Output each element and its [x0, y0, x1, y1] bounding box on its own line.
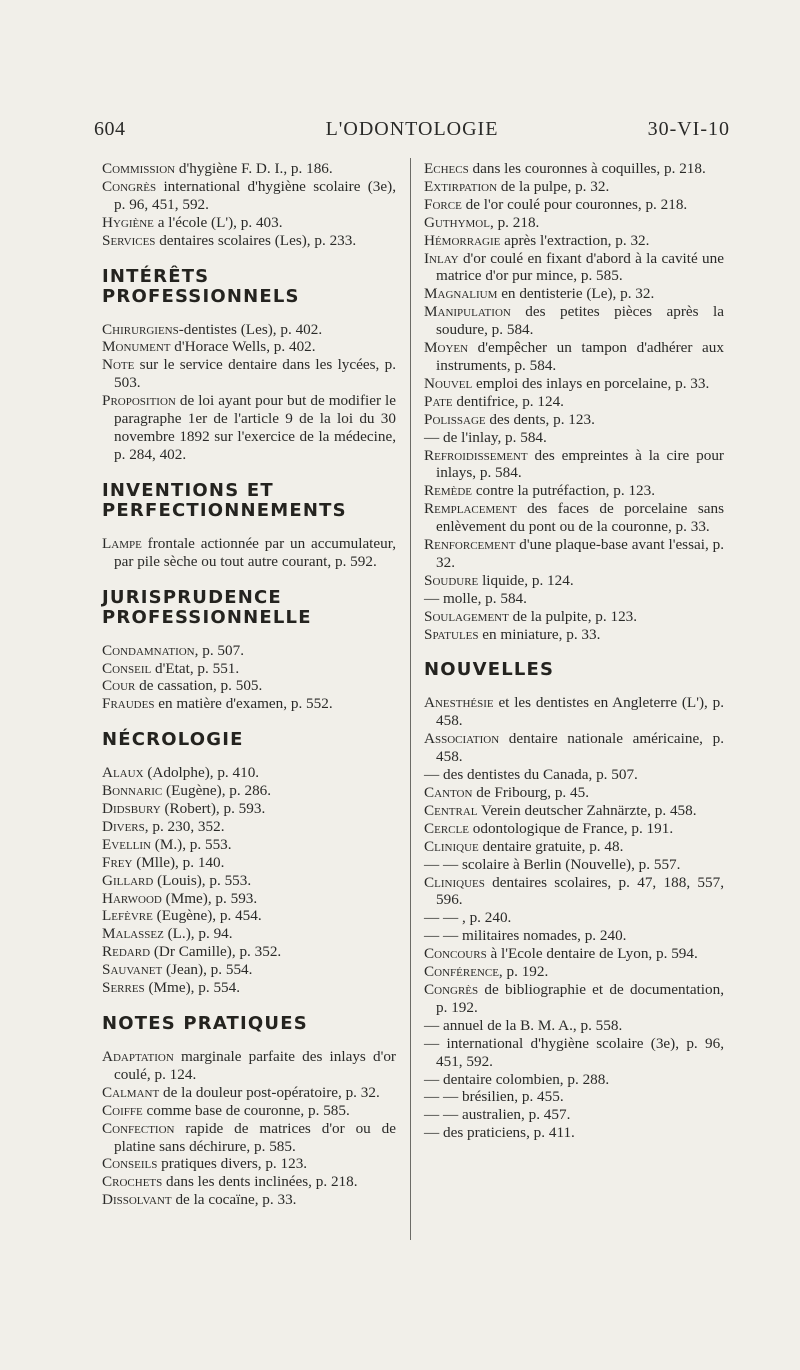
section-heading: NOUVELLES — [424, 659, 555, 681]
entry-keyword: Dissolvant — [102, 1191, 172, 1209]
index-entry — [424, 393, 724, 411]
entry-text: -dentistes (Les), p. 402. — [178, 320, 323, 338]
entry-keyword: Alaux — [102, 764, 144, 782]
index-entry — [424, 730, 724, 766]
entry-text: des faces de porcelaine sans enlèvement du pont ou de la couronne, p. 33. — [436, 500, 724, 536]
entry-text: des dents, p. 123. — [485, 410, 595, 428]
entry-keyword: Concours — [424, 945, 487, 963]
page-number: 604 — [94, 118, 126, 140]
entry-text: dentaire gratuite, p. 48. — [478, 837, 624, 855]
index-entry — [102, 854, 396, 872]
entry-keyword: Condamnation — [102, 641, 195, 659]
section-heading: NOTES PRATIQUES — [102, 1013, 308, 1034]
entry-text: dans les couronnes à coquilles, p. 218. — [468, 160, 706, 177]
entry-text: (L.), p. 94. — [163, 925, 233, 943]
entry-keyword: Remplacement — [424, 500, 517, 518]
section-heading: JURISPRUDENCE PROFESSIONNELLE — [102, 586, 312, 628]
entry-keyword: Divers — [102, 817, 145, 835]
entry-keyword: Sauvanet — [102, 961, 163, 979]
entry-keyword: Congrès — [424, 980, 479, 998]
entry-text: en matière d'examen, p. 552. — [154, 695, 333, 713]
section-heading: NÉCROLOGIE — [102, 729, 244, 751]
index-entry — [424, 232, 724, 250]
index-entry — [424, 766, 724, 784]
entry-text: comme base de couronne, p. 585. — [142, 1101, 350, 1119]
entry-keyword: Association — [424, 730, 500, 748]
index-entry — [424, 981, 724, 1017]
page-header — [94, 118, 730, 148]
entry-text: d'une plaque-base avant l'essai, p. 32. — [436, 536, 724, 571]
index-entry — [424, 1088, 724, 1106]
entry-text: , p. 192. — [498, 963, 549, 981]
entry-text: des petites pièces après la soudure, p. 584. — [436, 303, 724, 339]
entry-text: d'empêcher un tampon d'adhérer aux instruments, p. 584. — [436, 339, 724, 374]
index-entry — [102, 1102, 396, 1120]
entry-text: de bibliographie et de documentation, p. 192. — [436, 980, 724, 1016]
index-entry — [102, 961, 396, 979]
entry-text: (Mme), p. 554. — [144, 979, 241, 997]
index-entry — [424, 909, 724, 927]
entry-text: liquide, p. 124. — [478, 571, 574, 589]
entry-keyword: Soudure — [424, 571, 479, 589]
index-entry — [102, 356, 396, 392]
index-entry — [424, 214, 724, 232]
entry-keyword: Moyen — [424, 339, 469, 357]
index-entry — [102, 392, 396, 464]
entry-keyword: Evellin — [102, 835, 151, 853]
entry-text: — annuel de la B. M. A., p. 558. — [424, 1016, 623, 1034]
entry-text: (Mme), p. 593. — [161, 889, 258, 907]
index-entry — [424, 784, 724, 802]
entry-text: (M.), p. 553. — [151, 835, 232, 853]
index-entry — [424, 963, 724, 981]
index-entry — [102, 160, 396, 178]
entry-keyword: Cour — [102, 677, 136, 695]
index-entry — [102, 338, 396, 356]
entry-keyword: Chirurgiens — [102, 320, 179, 338]
entry-keyword: Crochets — [102, 1173, 163, 1191]
index-entry — [424, 160, 724, 178]
index-entry — [424, 303, 724, 339]
entry-text: dentifrice, p. 124. — [452, 392, 564, 410]
entry-keyword: Refroidissement — [424, 446, 528, 464]
entry-text: — — , p. 240. — [424, 909, 512, 927]
entry-keyword: Inlay — [424, 249, 459, 267]
entry-text: après l'extraction, p. 32. — [500, 231, 650, 249]
entry-text: (Robert), p. 593. — [160, 800, 266, 818]
entry-keyword: Central — [424, 801, 478, 819]
journal-title: L'ODONTOLOGIE — [325, 118, 499, 140]
entry-text: — des praticiens, p. 411. — [424, 1124, 575, 1142]
entry-keyword: Magnalium — [424, 285, 498, 303]
index-entry — [424, 694, 724, 730]
entry-keyword: Redard — [102, 943, 151, 961]
entry-text: et les dentistes en Angleterre (L'), p. 458. — [436, 694, 724, 730]
index-entry — [102, 764, 396, 782]
entry-keyword: Confection — [102, 1119, 175, 1137]
column-divider — [410, 158, 411, 1240]
index-entry — [424, 1071, 724, 1089]
entry-text: en miniature, p. 33. — [478, 625, 601, 643]
entry-text: — — scolaire à Berlin (Nouvelle), p. 557. — [424, 855, 681, 873]
entry-text: (Adolphe), p. 410. — [143, 764, 260, 782]
entry-text: — de l'inlay, p. 584. — [424, 428, 547, 446]
entry-text: d'hygiène F. D. I., p. 186. — [175, 160, 333, 177]
issue-date: 30-VI-10 — [647, 118, 730, 140]
index-entry — [424, 500, 724, 536]
entry-text: — — militaires nomades, p. 240. — [424, 927, 627, 945]
entry-text: — — australien, p. 457. — [424, 1106, 571, 1124]
index-entry — [102, 872, 396, 890]
entry-text: pratiques divers, p. 123. — [157, 1155, 308, 1173]
entry-text: (Jean), p. 554. — [162, 961, 253, 979]
index-entry — [102, 925, 396, 943]
entry-text: en dentisterie (Le), p. 32. — [497, 285, 655, 303]
index-entry — [424, 590, 724, 608]
right-column — [424, 160, 724, 1142]
index-entry — [102, 782, 396, 800]
entry-keyword: Frey — [102, 853, 133, 871]
index-entry — [102, 660, 396, 678]
entry-keyword: Polissage — [424, 410, 486, 428]
entry-text: d'Etat, p. 551. — [151, 659, 240, 677]
entry-text: de la pulpite, p. 123. — [508, 607, 638, 625]
entry-keyword: Extirpation — [424, 177, 498, 195]
entry-text: des empreintes à la cire pour inlays, p. 584. — [436, 446, 724, 482]
entry-text: dentaire nationale américaine, p. 458. — [436, 730, 724, 766]
entry-text: marginale parfaite des inlays d'or coulé, p. 124. — [114, 1048, 396, 1083]
entry-text: de la pulpe, p. 32. — [497, 177, 610, 195]
entry-keyword: Conseil — [102, 659, 152, 677]
index-entry — [102, 1191, 396, 1209]
index-entry — [102, 890, 396, 908]
entry-text: (Dr Camille), p. 352. — [150, 943, 282, 961]
index-entry — [102, 818, 396, 836]
index-entry — [102, 800, 396, 818]
entry-keyword: Hygiène — [102, 213, 154, 231]
entry-text: a l'école (L'), p. 403. — [153, 213, 283, 231]
entry-text: de cassation, p. 505. — [135, 677, 263, 695]
index-entry — [102, 1084, 396, 1102]
entry-text: (Eugène), p. 286. — [162, 782, 272, 800]
index-entry — [424, 945, 724, 963]
index-entry — [102, 677, 396, 695]
entry-keyword: Manipulation — [424, 303, 511, 321]
entry-text: à l'Ecole dentaire de Lyon, p. 594. — [486, 945, 698, 963]
entry-text: dans les dents inclinées, p. 218. — [162, 1173, 358, 1191]
entry-text: sur le service dentaire dans les lycées, p. 503. — [114, 356, 396, 392]
index-entry — [102, 321, 396, 339]
entry-text: — molle, p. 584. — [424, 589, 527, 607]
index-entry — [102, 535, 396, 571]
index-entry — [424, 572, 724, 590]
entry-text: — international d'hygiène scolaire (3e), p. 96, 451, 592. — [424, 1034, 724, 1070]
section-heading: INTÉRÊTS PROFESSIONNELS — [102, 265, 300, 307]
entry-text: de la douleur post-opératoire, p. 32. — [159, 1083, 380, 1101]
index-entry — [102, 1048, 396, 1084]
index-entry — [424, 339, 724, 375]
entry-text: — des dentistes du Canada, p. 507. — [424, 766, 638, 784]
entry-keyword: Guthymol — [424, 213, 490, 231]
entry-text: , p. 507. — [194, 641, 244, 659]
entry-keyword: Services — [102, 231, 156, 249]
entry-keyword: Cliniques — [424, 873, 485, 891]
entry-text: (Louis), p. 553. — [153, 871, 252, 889]
entry-keyword: Conseils — [102, 1155, 158, 1173]
entry-keyword: Lampe — [102, 534, 142, 552]
entry-keyword: Renforcement — [424, 536, 516, 554]
entry-text: — dentaire colombien, p. 288. — [424, 1070, 610, 1088]
index-entry — [102, 836, 396, 854]
index-entry — [102, 979, 396, 997]
index-entry — [102, 1173, 396, 1191]
index-entry — [424, 856, 724, 874]
index-entry — [424, 447, 724, 483]
entry-keyword: Conférence — [424, 963, 499, 981]
entry-keyword: Echecs — [424, 160, 469, 177]
entry-keyword: Coiffe — [102, 1101, 143, 1119]
index-entry — [102, 943, 396, 961]
entry-text: international d'hygiène scolaire (3e), p. 96, 451, 592. — [114, 177, 396, 213]
entry-keyword: Harwood — [102, 889, 162, 907]
entry-keyword: Malassez — [102, 925, 164, 943]
index-entry — [424, 285, 724, 303]
entry-keyword: Soulagement — [424, 607, 509, 625]
index-entry — [424, 608, 724, 626]
left-column — [102, 160, 396, 1209]
entry-text: d'Horace Wells, p. 402. — [170, 338, 316, 356]
index-entry — [102, 695, 396, 713]
index-entry — [424, 802, 724, 820]
entry-text: de la cocaïne, p. 33. — [171, 1191, 297, 1209]
index-entry — [102, 232, 396, 250]
entry-text: de loi ayant pour but de modifier le paragraphe 1er de l'article 9 de la loi du 30 novembre 1892 sur l'exercice de la médecine, p. 284, 402. — [114, 392, 396, 463]
index-entry — [424, 1106, 724, 1124]
index-entry — [424, 196, 724, 214]
index-entry — [424, 482, 724, 500]
entry-keyword: Note — [102, 356, 135, 374]
entry-keyword: Pate — [424, 392, 453, 410]
entry-text: odontologique de France, p. 191. — [468, 819, 674, 837]
index-entry — [102, 1120, 396, 1156]
index-entry — [424, 1017, 724, 1035]
entry-keyword: Lefèvre — [102, 907, 153, 925]
entry-keyword: Canton — [424, 784, 473, 801]
index-entry — [102, 178, 396, 214]
entry-keyword: Nouvel — [424, 374, 473, 392]
index-entry — [102, 642, 396, 660]
entry-text: d'or coulé en fixant d'abord à la cavité une matrice d'or pur mince, p. 585. — [436, 249, 724, 285]
entry-text: Verein deutscher Zahnärzte, p. 458. — [477, 801, 697, 819]
index-entry — [424, 178, 724, 196]
index-entry — [424, 536, 724, 572]
index-entry — [424, 429, 724, 447]
entry-text: (Mlle), p. 140. — [132, 853, 225, 871]
index-entry — [424, 874, 724, 910]
entry-keyword: Commission — [102, 160, 176, 177]
entry-keyword: Proposition — [102, 392, 176, 410]
entry-text: , p. 218. — [489, 213, 540, 231]
entry-keyword: Calmant — [102, 1083, 160, 1101]
entry-keyword: Gillard — [102, 871, 154, 889]
entry-text: (Eugène), p. 454. — [152, 907, 262, 925]
entry-keyword: Anesthésie — [424, 694, 494, 712]
entry-text: de Fribourg, p. 45. — [472, 784, 590, 801]
entry-text: rapide de matrices d'or ou de platine sans déchirure, p. 585. — [114, 1119, 396, 1155]
entry-text: dentaires scolaires (Les), p. 233. — [155, 231, 357, 249]
entry-text: dentaires scolaires, p. 47, 188, 557, 596. — [436, 873, 724, 909]
index-entry — [424, 375, 724, 393]
entry-keyword: Bonnaric — [102, 782, 163, 800]
index-entry — [424, 1124, 724, 1142]
entry-keyword: Force — [424, 195, 462, 213]
entry-keyword: Monument — [102, 338, 171, 356]
entry-keyword: Congrès — [102, 177, 157, 195]
entry-text: emploi des inlays en porcelaine, p. 33. — [472, 374, 710, 392]
index-entry — [424, 838, 724, 856]
entry-keyword: Spatules — [424, 625, 479, 643]
entry-keyword: Remède — [424, 482, 473, 500]
index-entry — [424, 820, 724, 838]
entry-text: frontale actionnée par un accumulateur, par pile sèche ou tout autre courant, p. 592. — [114, 534, 396, 570]
entry-text: de l'or coulé pour couronnes, p. 218. — [461, 195, 688, 213]
index-entry — [424, 411, 724, 429]
entry-keyword: Clinique — [424, 837, 479, 855]
entry-text: , p. 230, 352. — [144, 817, 225, 835]
entry-keyword: Fraudes — [102, 695, 155, 713]
entry-text: contre la putréfaction, p. 123. — [472, 482, 656, 500]
entry-keyword: Didsbury — [102, 800, 161, 818]
index-entry — [102, 907, 396, 925]
entry-keyword: Cercle — [424, 819, 469, 837]
entry-keyword: Serres — [102, 979, 145, 997]
index-entry — [102, 1155, 396, 1173]
entry-keyword: Adaptation — [102, 1048, 174, 1065]
index-entry — [424, 250, 724, 286]
section-heading: INVENTIONS ET PERFECTIONNEMENTS — [102, 479, 347, 521]
entry-text: — — brésilien, p. 455. — [424, 1088, 564, 1106]
entry-keyword: Hémorragie — [424, 231, 501, 249]
index-entry — [424, 1035, 724, 1071]
index-entry — [102, 214, 396, 232]
index-entry — [424, 626, 724, 644]
index-entry — [424, 927, 724, 945]
